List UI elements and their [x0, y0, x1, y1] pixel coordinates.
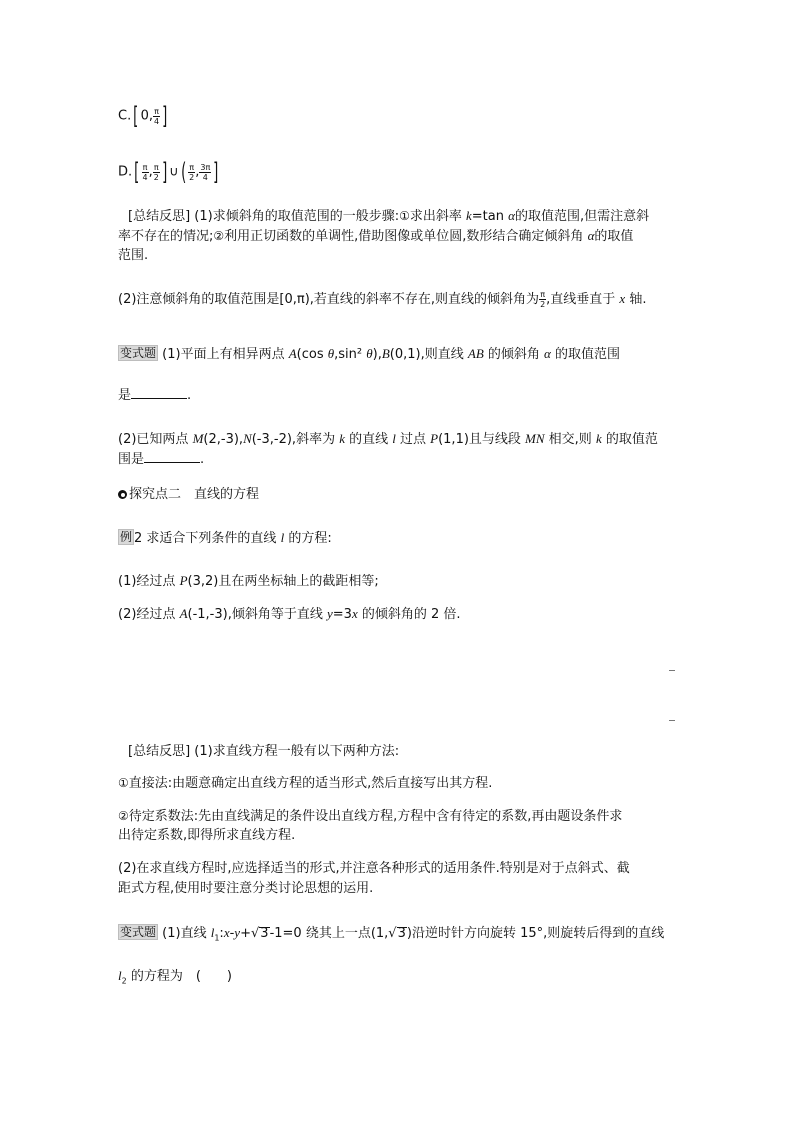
summary2-line1: [总结反思] (1)求直线方程一般有以下两种方法: [128, 744, 400, 759]
fraction-pi-over-4: $\frac{\pi}{4}$ [154, 106, 160, 126]
summary2-point2-cont: 距式方程,使用时要注意分类讨论思想的运用. [118, 881, 374, 896]
option-d: D.[ $\frac{\pi}{4}$ , $\frac{\pi}{2}$ ] ∪( $\frac{\pi}{2}$ , $\frac{3\pi}{4}$ ] [118, 158, 219, 186]
variant2-question-1-cont: $l_2$ 的方程为 ( ) [118, 968, 232, 986]
summary1-point2: (2)注意倾斜角的取值范围是[0,π),若直线的斜率不存在,则直线的倾斜角为 $\frac{\pi}{2}$ ,直线垂直于 x 轴. [118, 290, 647, 309]
variant-question-1: 变式题 (1)平面上有相异两点 A(cos θ,sin² θ),B(0,1),则直线 AB 的倾斜角 α 的取值范围 [120, 346, 621, 362]
example2-q1: (1)经过点 P(3,2)且在两坐标轴上的截距相等; [118, 573, 379, 589]
variant-question-2: (2)已知两点 M(2,-3),N(-3,-2),斜率为 k 的直线 l 过点 P(1,1)且与线段 MN 相交,则 k 的取值范 [118, 431, 658, 447]
answer-blank[interactable] [144, 450, 200, 463]
example-tag: 例 [120, 530, 133, 544]
bullet-icon [118, 490, 127, 499]
variant-question-2-cont: 围是 . [118, 452, 205, 467]
variant-tag: 变式题 [120, 925, 157, 939]
example2-intro: 例 2 求适合下列条件的直线 l 的方程: [120, 530, 332, 546]
section-heading: 探究点二 直线的方程 [118, 486, 259, 504]
summary-tag: [总结反思] [128, 744, 191, 759]
summary-tag: [总结反思] [128, 209, 191, 224]
summary2-point2: (2)在求直线方程时,应选择适当的形式,并注意各种形式的适用条件.特别是对于点斜式、截 [118, 861, 630, 876]
variant-tag: 变式题 [120, 346, 157, 360]
margin-mark [669, 670, 675, 671]
summary2-method1: ①直接法:由题意确定出直线方程的适当形式,然后直接写出其方程. [118, 776, 493, 791]
variant-question-1-cont: 是 . [118, 388, 192, 403]
answer-blank[interactable] [131, 386, 187, 399]
summary1-line2: 率不存在的情况;②利用正切函数的单调性,借助图像或单位圆,数形结合确定倾斜角 α的取值 [118, 228, 634, 244]
summary2-method2: ②待定系数法:先由直线满足的条件设出直线方程,方程中含有待定的系数,再由题设条件求 [118, 809, 623, 824]
margin-mark [669, 720, 675, 721]
example2-q2: (2)经过点 A(-1,-3),倾斜角等于直线 y=3x 的倾斜角的 2 倍. [118, 606, 461, 622]
summary2-method2-cont: 出待定系数,即得所求直线方程. [118, 828, 296, 843]
summary1-line3: 范围. [118, 248, 149, 263]
summary1-line1: [总结反思] (1)求倾斜角的取值范围的一般步骤:①求出斜率 k=tan α的取值范围,但需注意斜 [128, 208, 650, 224]
left-bracket: [ [133, 102, 139, 130]
right-bracket: ] [162, 102, 168, 130]
variant2-question-1: 变式题 (1)直线 $l_1:x-y+√3-1=0$ 绕其上一点(1,√3)沿逆时针方向旋转 15°,则旋转后得到的直线 [120, 925, 665, 943]
option-c: C.[ 0, $\frac{\pi}{4}$ ] [118, 102, 168, 130]
